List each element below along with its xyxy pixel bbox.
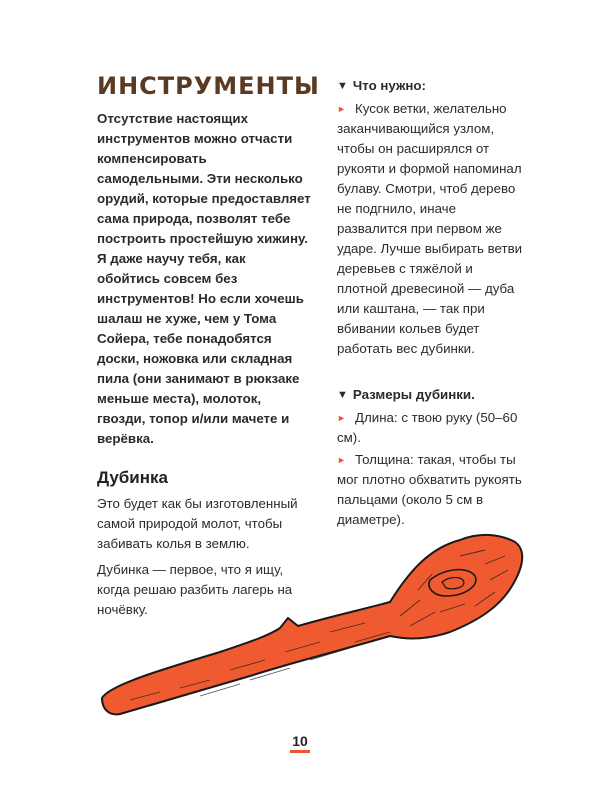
section-title-club: Дубинка	[97, 468, 168, 487]
page-title: ИНСТРУМЕНТЫ	[97, 72, 320, 100]
needs-item-text: Кусок ветки, желательно заканчивающийся узлом, чтобы он расширялся от рукояти и формой напоминал булаву. Смотри, чтоб дерево не подгнило, иначе развалится при первом же ударе. Лучше выбирать ветви деревьев с тяжёлой и плотной древесиной — дуба или каштана, — так при вбивании кольев будет работать вес дубинки.	[337, 101, 523, 356]
triangle-down-icon: ▼	[337, 388, 348, 401]
sizes-heading	[337, 387, 527, 402]
triangle-right-icon: ►	[337, 413, 346, 423]
club-paragraph-1: Это будет как бы изготовленный самой природой молот, чтобы забивать колья в землю.	[97, 496, 298, 551]
page-number-label: 10	[290, 733, 310, 753]
sizes-item-text: Длина: с твою руку (50–60 см).	[337, 410, 518, 445]
triangle-right-icon: ►	[337, 455, 346, 465]
needs-heading	[337, 78, 527, 93]
sizes-item-thickness	[337, 450, 527, 530]
club-paragraph-2: Дубинка — первое, что я ищу, когда решаю разбить лагерь на ночёвку.	[97, 562, 293, 617]
needs-item	[337, 99, 527, 359]
intro-paragraph: Отсутствие настоящих инструментов можно отчасти компенсировать самодельными. Эти несколько орудий, которые предоставляет сама природа, позволят тебе построить простейшую хижину. Я даже научу тебя, как обойтись совсем без инструментов! Но если хочешь шалаш не хуже, чем у Тома Сойера, тебе понадобятся доски, ножовка или складная пила (они занимают в рюкзаке меньше места), молоток, гвозди, топор и/или мачете и верёвка.	[97, 111, 311, 446]
right-column	[337, 72, 527, 532]
triangle-down-icon: ▼	[337, 79, 348, 92]
wooden-club-illustration	[100, 520, 530, 720]
sizes-item-length	[337, 408, 527, 448]
club-body	[102, 535, 522, 714]
sizes-item-text: Толщина: такая, чтобы ты мог плотно обхватить рукоять пальцами (около 5 см в диаметре).	[337, 452, 522, 527]
sizes-heading-label: Размеры дубинки.	[352, 387, 475, 402]
needs-heading-label: Что нужно:	[352, 78, 426, 93]
page-number	[0, 733, 600, 749]
triangle-right-icon: ►	[337, 104, 346, 114]
